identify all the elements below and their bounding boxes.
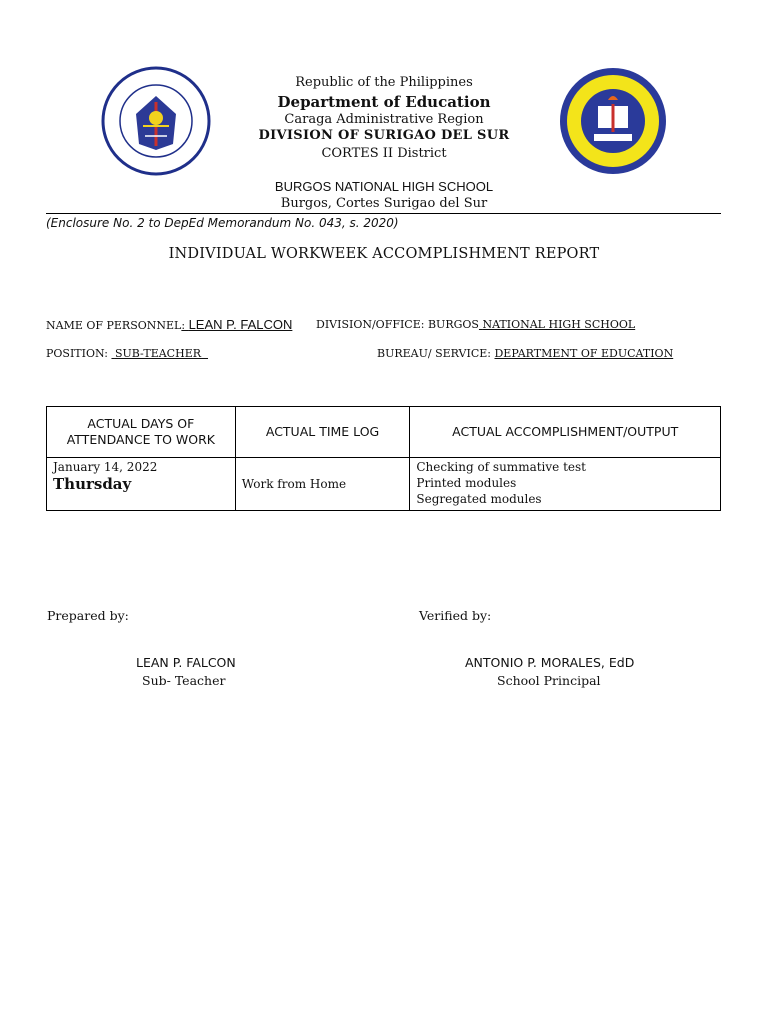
bureau-label: BUREAU/ SERVICE: <box>377 347 491 360</box>
position-label: POSITION: <box>46 347 108 360</box>
district-line: CORTES II District <box>321 146 447 161</box>
verifier-name: ANTONIO P. MORALES, EdD <box>465 655 635 670</box>
name-label: NAME OF PERSONNEL <box>46 319 182 332</box>
enclosure-note: (Enclosure No. 2 to DepEd Memorandum No. 043, s. 2020) <box>46 216 399 230</box>
region-line: Caraga Administrative Region <box>284 112 484 127</box>
attendance-date: January 14, 2022 <box>53 460 158 474</box>
prepared-by-label: Prepared by: <box>47 608 129 623</box>
position-value: SUB-TEACHER <box>114 347 202 360</box>
preparer-name: LEAN P. FALCON <box>136 655 236 670</box>
report-title: INDIVIDUAL WORKWEEK ACCOMPLISHMENT REPORT <box>168 246 600 262</box>
division-label: DIVISION/OFFICE: BURGOS <box>316 318 479 331</box>
division-line: DIVISION OF SURIGAO DEL SUR <box>258 128 510 143</box>
school-name: BURGOS NATIONAL HIGH SCHOOL <box>274 179 494 194</box>
output-item: Printed modules <box>416 476 517 490</box>
department-name: Department of Education <box>277 93 491 111</box>
division-value: NATIONAL HIGH SCHOOL <box>482 318 636 331</box>
table-row <box>47 458 721 511</box>
attendance-day: Thursday <box>53 475 132 493</box>
col-header-attendance: ACTUAL DAYS OF ATTENDANCE TO WORK <box>47 407 236 458</box>
header-divider <box>46 213 721 214</box>
col-header-accomplishment: ACTUAL ACCOMPLISHMENT/OUTPUT <box>410 407 721 458</box>
time-log-cell: Work from Home <box>235 458 410 511</box>
col-header-time-log: ACTUAL TIME LOG <box>235 407 410 458</box>
position-field <box>46 347 208 360</box>
preparer-position: Sub- Teacher <box>142 673 226 688</box>
name-field: NAME OF PERSONNEL: LEAN P. FALCON <box>46 317 293 332</box>
table-header-row <box>47 407 721 458</box>
accomplishment-cell <box>410 458 721 511</box>
school-address: Burgos, Cortes Surigao del Sur <box>280 196 488 211</box>
bureau-value: DEPARTMENT OF EDUCATION <box>494 347 674 360</box>
output-item: Checking of summative test <box>416 460 586 474</box>
bureau-field <box>377 347 673 360</box>
verified-by-label: Verified by: <box>419 608 492 623</box>
output-item: Segregated modules <box>416 492 542 506</box>
division-field <box>316 318 635 331</box>
republic-line: Republic of the Philippines <box>295 75 473 90</box>
attendance-cell <box>47 458 236 511</box>
verifier-position: School Principal <box>497 673 601 688</box>
accomplishment-table <box>46 406 721 511</box>
name-value: LEAN P. FALCON <box>188 317 293 332</box>
